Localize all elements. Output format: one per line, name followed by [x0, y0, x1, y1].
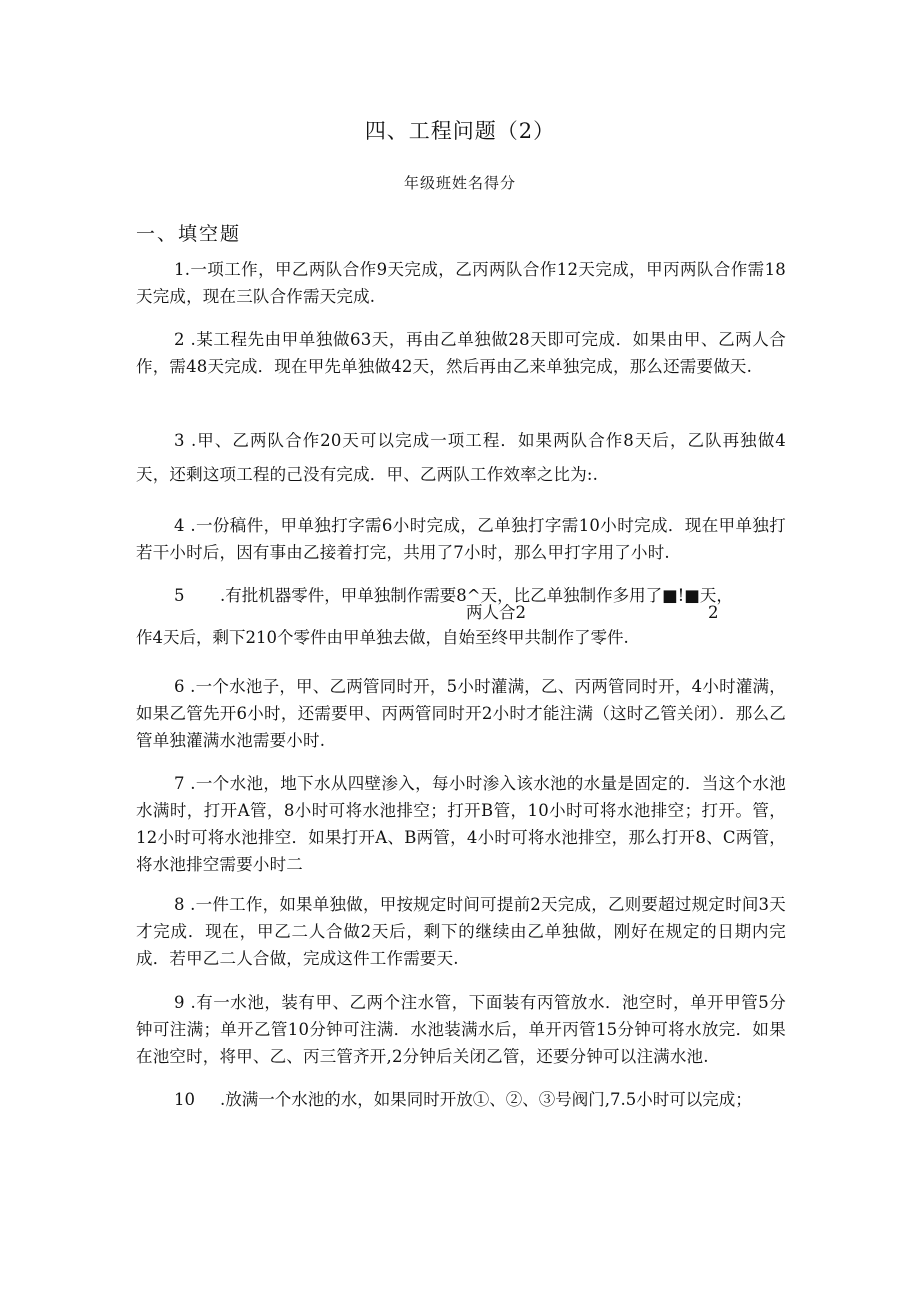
- section-heading: 一、填空题: [136, 223, 242, 245]
- question-1: 1.一项工作，甲乙两队合作9天完成，乙丙两队合作12天完成，甲丙两队合作需18天完成，现在三队合作需天完成.: [136, 260, 786, 306]
- question-4: 4 .一份稿件，甲单独打字需6小时完成，乙单独打字需10小时完成．现在甲单独打若干小时后，因有事由乙接着打完，共用了7小时，那么甲打字用了小时.: [136, 516, 786, 562]
- question-10-number: 10: [174, 1090, 195, 1109]
- question-6: 6 .一个水池子，甲、乙两管同时开，5小时灌满，乙、丙两管同时开，4小时灌满，如果乙管先开6小时，还需要甲、丙两管同时开2小时才能注满（这时乙管关闭）．那么乙管单独灌满水池需要小时.: [136, 677, 786, 750]
- question-5-fraction-left: 两人合2: [466, 603, 526, 622]
- question-9: 9 .有一水池，装有甲、乙两个注水管，下面装有丙管放水．池空时，单开甲管5分钟可注满；单开乙管10分钟可注满．水池装满水后，单开丙管15分钟可将水放完．如果在池空时，将甲、乙、丙三管齐开,2分钟后关闭乙管，还要分钟可以注满水池.: [136, 993, 786, 1066]
- student-info-line: 年级班姓名得分: [403, 174, 516, 192]
- question-5-number: 5: [174, 586, 185, 605]
- question-5-line-2: 作4天后，剩下210个零件由甲单独去做，自始至终甲共制作了零件.: [136, 628, 629, 647]
- question-5-fraction-right: 2: [708, 603, 719, 622]
- page-title: 四、工程问题（2）: [364, 119, 556, 143]
- question-2: 2 .某工程先由甲单独做63天，再由乙单独做28天即可完成．如果由甲、乙两人合作，需48天完成．现在甲先单独做42天，然后再由乙来单独完成，那么还需要做天.: [136, 330, 786, 376]
- question-7: 7 .一个水池，地下水从四壁渗入，每小时渗入该水池的水量是固定的．当这个水池水满时，打开A管，8小时可将水池排空；打开B管，10小时可将水池排空；打开。管，12小时可将水池排空．如果打开A、B两管，4小时可将水池排空，那么打开8、C两管，将水池排空需要小时二: [136, 774, 786, 874]
- question-3: 3 .甲、乙两队合作20天可以完成一项工程．如果两队合作8天后，乙队再独做4天，还剩这项工程的己没有完成．甲、乙两队工作效率之比为:.: [136, 431, 786, 484]
- question-5-text-1: .有批机器零件，甲单独制作需要8^天，比乙单独制作多用了■!■天，: [220, 586, 733, 605]
- question-10-text: .放满一个水池的水，如果同时开放①、②、③号阀门,7.5小时可以完成；: [220, 1090, 752, 1109]
- question-8: 8 .一件工作，如果单独做，甲按规定时间可提前2天完成，乙则要超过规定时间3天才完成．现在，甲乙二人合做2天后，剩下的继续由乙单独做，刚好在规定的日期内完成．若甲乙二人合做，完成这件工作需要天.: [136, 895, 786, 968]
